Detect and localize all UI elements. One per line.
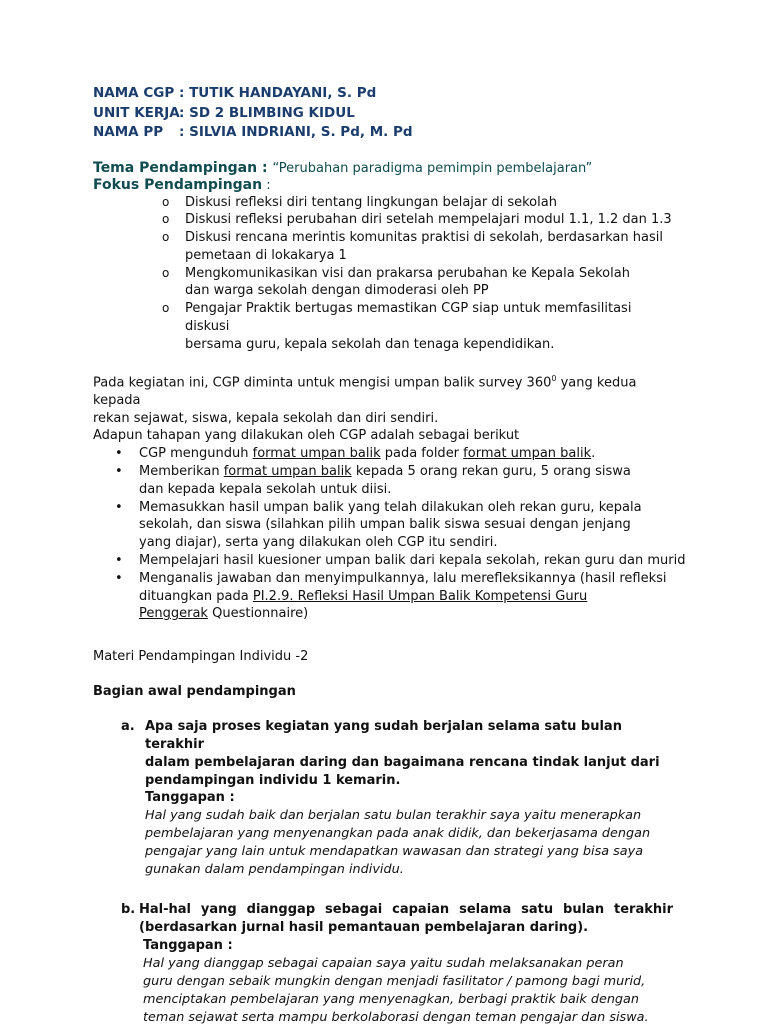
circle-bullet-icon: o	[162, 230, 170, 245]
question-line: pendampingan individu 1 kemarin.	[145, 772, 401, 788]
header-key: NAMA PP	[93, 124, 164, 140]
answer-line: gunakan dalam pendampingan individu.	[145, 862, 404, 878]
materi-title: Materi Pendampingan Individu -2	[93, 649, 309, 665]
tanggapan-label: Tanggapan :	[143, 937, 233, 953]
header-row-nama-cgp	[93, 84, 673, 104]
step-text: CGP mengunduh	[139, 446, 253, 462]
step-text: Memberikan	[139, 463, 224, 479]
fokus-label: Fokus Pendampingan	[93, 176, 263, 193]
intro-paragraph	[93, 370, 673, 446]
format-umpan-balik-link[interactable]: format umpan balik	[252, 446, 381, 462]
question-line: Apa saja proses kegiatan yang sudah berjalan selama satu bulan terakhir	[145, 719, 622, 752]
bullet-icon: •	[115, 463, 123, 479]
tanggapan-label: Tanggapan :	[145, 790, 235, 806]
question-letter: b.	[121, 902, 136, 918]
fokus-item-text: Diskusi refleksi perubahan diri setelah mempelajari modul 1.1, 1.2 dan 1.3	[185, 212, 672, 228]
header-key: NAMA CGP	[93, 85, 175, 101]
step-text: Menganalis jawaban dan menyimpulkannya, lalu merefleksikannya (hasil refleksi	[139, 570, 667, 586]
answer-text	[93, 807, 673, 879]
step-item	[93, 499, 673, 552]
degree-superscript: 0	[551, 373, 557, 383]
answer-line: pembelajaran yang menyenangkan pada anak didik, dan bekerjasama dengan	[145, 826, 651, 842]
answer-line: pengajar yang lain untuk mendapatkan wawasan dan strategi yang bisa saya	[145, 844, 644, 860]
fokus-item-text: Pengajar Praktik bertugas memastikan CGP siap untuk memfasilitasi diskusi	[185, 301, 632, 335]
step-text-cont: dan kepada kepala sekolah untuk diisi.	[139, 481, 392, 497]
intro-text: Pada kegiatan ini, CGP diminta untuk mengisi umpan balik survey 360	[93, 375, 552, 390]
refleksi-questionnaire-link[interactable]: PI.2.9. Refleksi Hasil Umpan Balik Kompetensi Guru	[252, 588, 588, 604]
answer-line: menciptakan pembelajaran yang menyenagkan, berbagi praktik baik dengan	[143, 991, 640, 1007]
question-text	[93, 901, 673, 937]
tema-line	[93, 160, 673, 177]
question-line: Hal-hal yang dianggap sebagai capaian selama satu bulan terakhir	[139, 902, 673, 918]
question-letter: a.	[121, 719, 135, 735]
fokus-item	[93, 229, 673, 265]
bullet-icon: •	[115, 552, 123, 568]
tema-separator: :	[257, 159, 273, 176]
step-text-cont: yang diajar), serta yang dilakukan oleh CGP itu sendiri.	[139, 535, 498, 551]
refleksi-questionnaire-link-cont[interactable]: Penggerak	[139, 606, 208, 622]
bullet-icon: •	[115, 499, 123, 515]
question-a	[93, 718, 673, 879]
bullet-icon: •	[115, 570, 123, 586]
fokus-item-text: Diskusi rencana merintis komunitas praktisi di sekolah, berdasarkan hasil	[185, 230, 663, 246]
step-text: Memasukkan hasil umpan balik yang telah dilakukan oleh rekan guru, kepala	[139, 499, 642, 515]
header-value: : TUTIK HANDAYANI, S. Pd	[179, 85, 377, 101]
steps-list	[93, 445, 686, 623]
question-text	[93, 718, 673, 789]
header-key: UNIT KERJA	[93, 104, 180, 121]
step-text: kepada 5 orang rekan guru, 5 orang siswa	[351, 463, 631, 479]
header-row-nama-pp	[93, 123, 673, 143]
intro-line: Adapun tahapan yang dilakukan oleh CGP adalah sebagai berikut	[93, 428, 520, 444]
step-text: Mempelajari hasil kuesioner umpan balik dari kepala sekolah, rekan guru dan murid	[139, 552, 686, 568]
circle-bullet-icon: o	[162, 265, 170, 280]
section-heading: Bagian awal pendampingan	[93, 684, 296, 700]
fokus-item-text-cont: pemetaan di lokakarya 1	[185, 247, 347, 263]
answer-line: Hal yang dianggap sebagai capaian saya yaitu sudah melaksanakan peran	[143, 955, 624, 971]
fokus-item	[93, 194, 673, 212]
answer-text	[93, 955, 673, 1027]
header-value: : SILVIA INDRIANI, S. Pd, M. Pd	[179, 124, 413, 140]
fokus-item-text-cont: bersama guru, kepala sekolah dan tenaga kependidikan.	[185, 336, 555, 352]
tema-label: Tema Pendampingan	[93, 159, 258, 176]
fokus-list	[93, 194, 673, 354]
circle-bullet-icon: o	[162, 194, 170, 209]
document-page	[93, 84, 686, 1027]
question-line: dalam pembelajaran daring dan bagaimana rencana tindak lanjut dari	[145, 754, 660, 770]
fokus-item-text: Diskusi refleksi diri tentang lingkungan belajar di sekolah	[185, 194, 557, 210]
answer-line: Hal yang sudah baik dan berjalan satu bulan terakhir saya yaitu menerapkan	[145, 808, 642, 824]
fokus-item	[93, 265, 673, 301]
answer-line: teman sejawat serta mampu berkolaborasi dengan teman pengajar dan siswa.	[143, 1009, 649, 1025]
step-text: pada folder	[380, 446, 464, 462]
fokus-item-text: Mengkomunikasikan visi dan prakarsa perubahan ke Kepala Sekolah	[185, 265, 630, 281]
question-b	[93, 901, 673, 1026]
question-line: (berdasarkan jurnal hasil pemantauan pembelajaran daring).	[139, 919, 589, 935]
step-item	[93, 463, 673, 499]
step-item	[93, 445, 673, 463]
step-text-cont: sekolah, dan siswa (silahkan pilih umpan balik siswa sesuai dengan jenjang	[139, 517, 631, 533]
fokus-item-text-cont: dan warga sekolah dengan dimoderasi oleh PP	[185, 283, 489, 299]
fokus-item	[93, 211, 673, 229]
header-info	[93, 84, 673, 143]
fokus-item	[93, 300, 673, 353]
circle-bullet-icon: o	[162, 301, 170, 316]
format-umpan-balik-link[interactable]: format umpan balik	[223, 463, 352, 479]
intro-text: yang kedua kepada	[93, 375, 637, 408]
tema-value: “Perubahan paradigma pemimpin pembelajaran”	[272, 160, 593, 176]
answer-line: guru dengan sebaik mungkin dengan menjadi fasilitator / pamong bagi murid,	[143, 973, 646, 989]
step-text-cont: dituangkan pada	[139, 588, 253, 604]
header-row-unit-kerja	[93, 104, 673, 124]
fokus-separator: :	[262, 177, 271, 193]
header-value: : SD 2 BLIMBING KIDUL	[179, 104, 355, 121]
intro-line: rekan sejawat, siswa, kepala sekolah dan diri sendiri.	[93, 410, 439, 426]
format-umpan-balik-folder-link[interactable]: format umpan balik	[463, 446, 592, 462]
tema-section	[93, 160, 673, 194]
fokus-line	[93, 177, 673, 194]
bullet-icon: •	[115, 446, 123, 462]
step-item	[93, 552, 686, 570]
circle-bullet-icon: o	[162, 212, 170, 227]
step-item	[93, 570, 673, 623]
step-text-cont: Questionnaire)	[207, 606, 309, 622]
step-text: .	[591, 446, 596, 462]
intro-line	[93, 370, 673, 410]
